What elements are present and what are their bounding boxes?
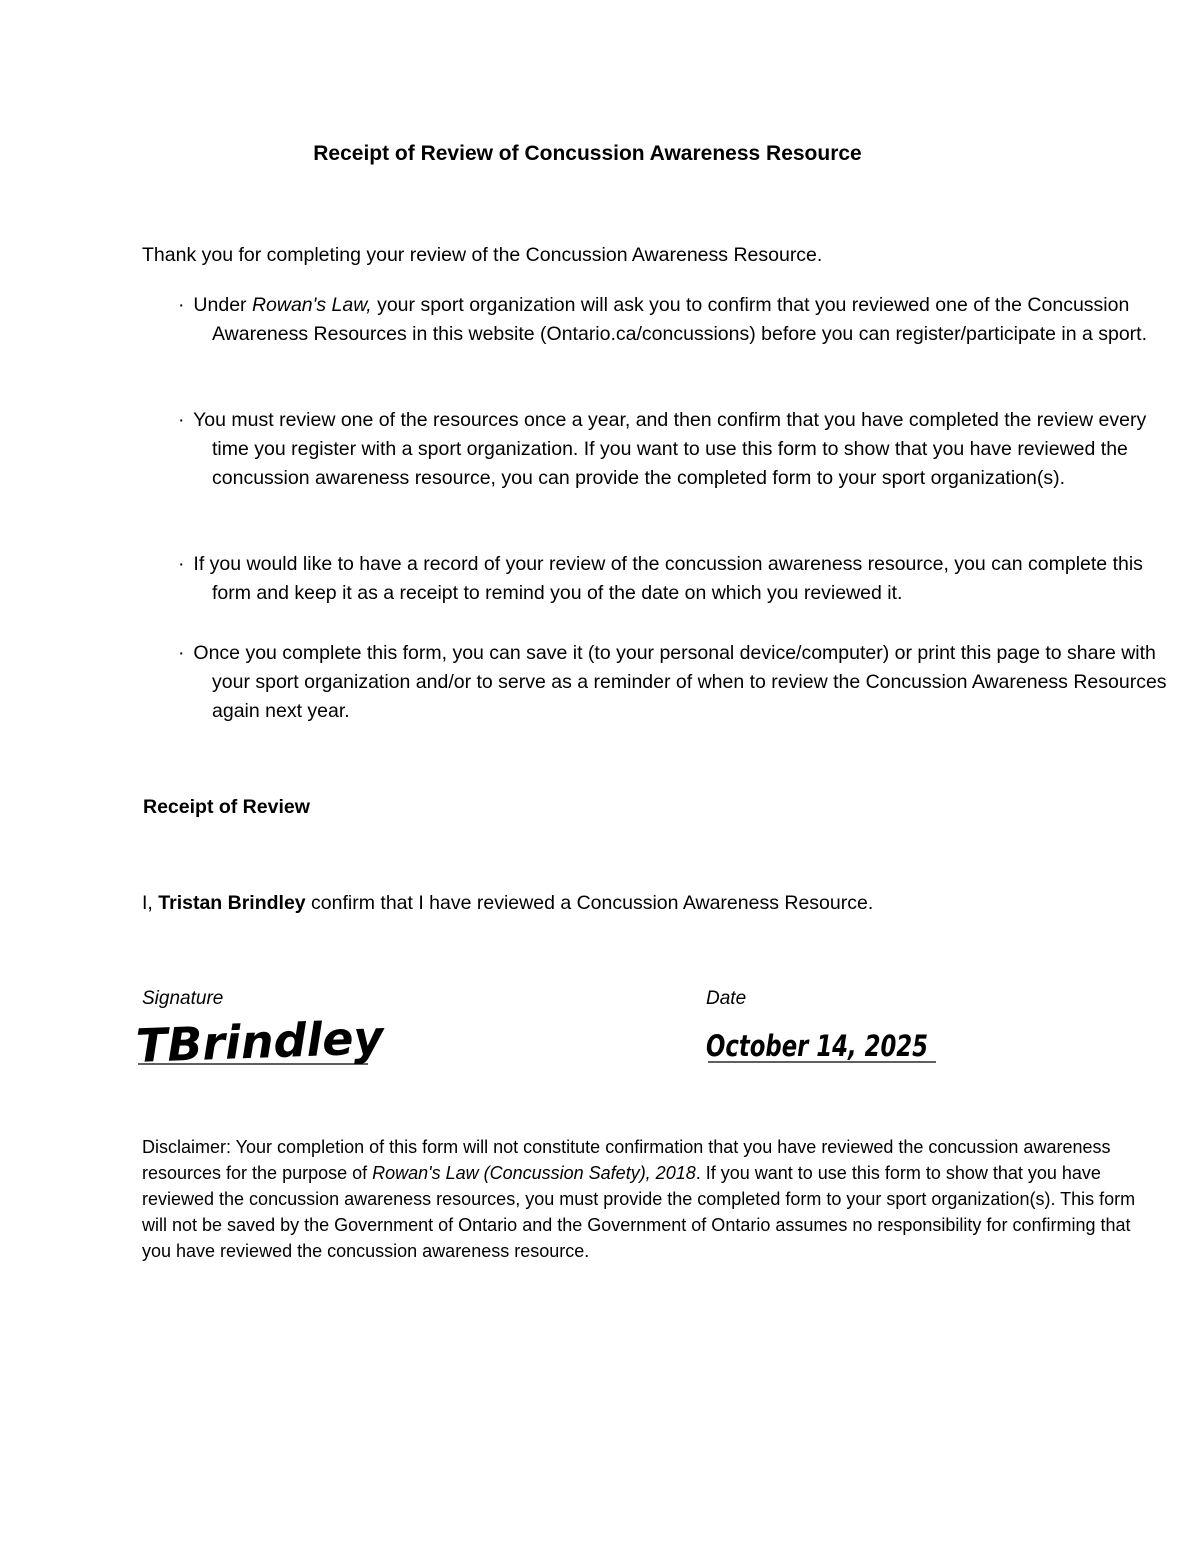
bullet-item: [178, 550, 1168, 608]
date-label: Date: [706, 988, 747, 1009]
law-citation: Rowan's Law (Concussion Safety), 2018: [372, 1163, 696, 1183]
handwritten-signature: TBrindley: [134, 1010, 385, 1073]
law-name: Rowan's Law,: [251, 294, 372, 316]
bullet-marker: ·: [178, 409, 185, 431]
bullet-item: [178, 639, 1168, 726]
confirmation-statement: [142, 892, 873, 915]
handwritten-date: October 14, 2025: [706, 1029, 928, 1063]
signature-field[interactable]: [128, 996, 385, 1094]
bullet-marker: ·: [178, 553, 185, 575]
bullet-item: [178, 291, 1168, 349]
bullet-item: [178, 406, 1168, 493]
signature-label: Signature: [142, 988, 224, 1009]
bullet-marker: ·: [178, 642, 185, 664]
bullet-marker: ·: [178, 294, 185, 316]
confirm-prefix: I,: [142, 892, 159, 914]
disclaimer-text: Disclaimer: Your completion of this form will not constitute confirmation that you have reviewed the concussion awareness resources for the purpose of: [142, 1137, 1111, 1183]
bullet-text: your sport organization will ask you to confirm that you reviewed one of the Concussion Awareness Resources in this website (Ontario.ca/concussions) before you can register/participate in a sport.: [212, 294, 1148, 345]
confirm-suffix: confirm that I have reviewed a Concussion Awareness Resource.: [305, 892, 874, 914]
intro-paragraph: Thank you for completing your review of the Concussion Awareness Resource.: [142, 244, 823, 266]
disclaimer: [142, 1134, 1142, 1264]
date-field[interactable]: [700, 1010, 945, 1070]
page-title: Receipt of Review of Concussion Awareness Resource: [313, 142, 862, 165]
disclaimer-text: . If you want to use this form to show that you have reviewed the concussion awareness resources, you must provide the completed form to your sport organization(s). This form will not be saved by the Government of Ontario and the Government of Ontario assumes no responsibility for confirming that you have reviewed the concussion awareness resource.: [142, 1163, 1136, 1261]
receipt-heading: Receipt of Review: [143, 796, 310, 818]
bullet-text: Once you complete this form, you can save it (to your personal device/computer) or print this page to share with your sport organization and/or to serve as a reminder of when to review the Concussion Awareness Resources again next year.: [193, 642, 1167, 722]
reviewer-name: Tristan Brindley: [158, 892, 306, 914]
bullet-text: You must review one of the resources once a year, and then confirm that you have completed the review every time you register with a sport organization. If you want to use this form to show that you have reviewed the concussion awareness resource, you can provide the completed form to your sport organization(s).: [193, 409, 1147, 489]
bullet-text: Under: [193, 294, 252, 316]
bullet-text: If you would like to have a record of your review of the concussion awareness resource, you can complete this form and keep it as a receipt to remind you of the date on which you reviewed it.: [193, 553, 1143, 604]
